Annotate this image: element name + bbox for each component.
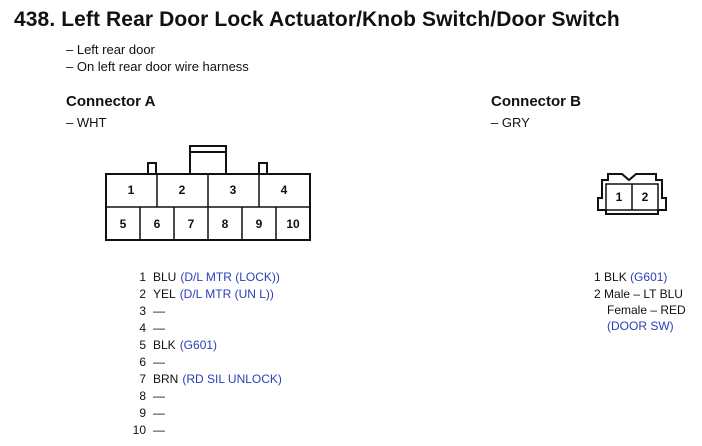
connector-b-diagram	[592, 170, 676, 220]
connector-b-color: – GRY	[491, 115, 530, 130]
cavity-a-2: 2	[178, 183, 186, 197]
location-line-2: – On left rear door wire harness	[66, 59, 249, 74]
pin-row-a-9	[122, 405, 165, 422]
pin-row-a-8	[122, 388, 165, 405]
pin-row-a-1	[122, 269, 280, 286]
pin-wire: —	[153, 321, 165, 335]
connector-a-latch	[190, 146, 226, 175]
cavity-a-5: 5	[119, 217, 127, 231]
pin-row-a-4	[122, 320, 165, 337]
pin-row-a-7	[122, 371, 282, 388]
pin-number: 1	[594, 270, 601, 284]
pin-desc: (D/L MTR (LOCK))	[180, 270, 280, 284]
pin-wire: Male – LT BLU	[604, 287, 683, 301]
pin-number: 5	[139, 338, 146, 352]
cavity-a-3: 3	[229, 183, 237, 197]
pin-desc: (G601)	[179, 338, 218, 352]
pin-row-a-3	[122, 303, 165, 320]
cavity-b-2: 2	[641, 190, 649, 204]
pin-row-b-2-line2: Female – RED	[607, 303, 686, 317]
pin-wire: BRN	[153, 372, 179, 386]
pin-row-b-2-desc: (DOOR SW)	[607, 319, 674, 333]
pin-wire: —	[153, 355, 165, 369]
pin-row-b-2	[594, 286, 683, 303]
pin-number: 10	[132, 423, 146, 437]
pin-wire: —	[153, 423, 165, 437]
pin-number: 1	[139, 270, 146, 284]
connector-b-header: Connector B	[491, 93, 581, 110]
pin-row-b-1	[594, 269, 667, 286]
cavity-a-10: 10	[286, 217, 300, 231]
pin-row-a-6	[122, 354, 165, 371]
cavity-a-1: 1	[127, 183, 135, 197]
pin-number: 2	[594, 287, 601, 301]
location-line-1: – Left rear door	[66, 42, 155, 57]
pin-wire: YEL	[153, 287, 176, 301]
pin-number: 3	[139, 304, 146, 318]
pin-wire: BLK	[153, 338, 176, 352]
pin-row-a-10	[122, 422, 165, 439]
cavity-a-4: 4	[280, 183, 288, 197]
pin-number: 8	[139, 389, 146, 403]
connector-a-color: – WHT	[66, 115, 107, 130]
pin-row-a-2	[122, 286, 274, 303]
pin-desc: (D/L MTR (UN L))	[179, 287, 274, 301]
pin-desc: (G601)	[630, 270, 668, 284]
pin-row-a-5	[122, 337, 217, 354]
pin-number: 7	[139, 372, 146, 386]
pin-number: 6	[139, 355, 146, 369]
pin-wire: BLK	[604, 270, 627, 284]
pin-wire: —	[153, 406, 165, 420]
pin-wire: —	[153, 304, 165, 318]
cavity-b-1: 1	[615, 190, 623, 204]
pin-number: 4	[139, 321, 146, 335]
cavity-a-9: 9	[255, 217, 263, 231]
page-title: 438. Left Rear Door Lock Actuator/Knob Switch/Door Switch	[14, 8, 620, 31]
connector-a-diagram	[100, 142, 316, 246]
pin-wire: —	[153, 389, 165, 403]
cavity-a-8: 8	[221, 217, 229, 231]
cavity-a-7: 7	[187, 217, 195, 231]
pin-wire: BLU	[153, 270, 177, 284]
pin-number: 9	[139, 406, 146, 420]
pin-number: 2	[139, 287, 146, 301]
pin-desc: (RD SIL UNLOCK)	[182, 372, 282, 386]
connector-a-header: Connector A	[66, 93, 156, 110]
cavity-a-6: 6	[153, 217, 161, 231]
